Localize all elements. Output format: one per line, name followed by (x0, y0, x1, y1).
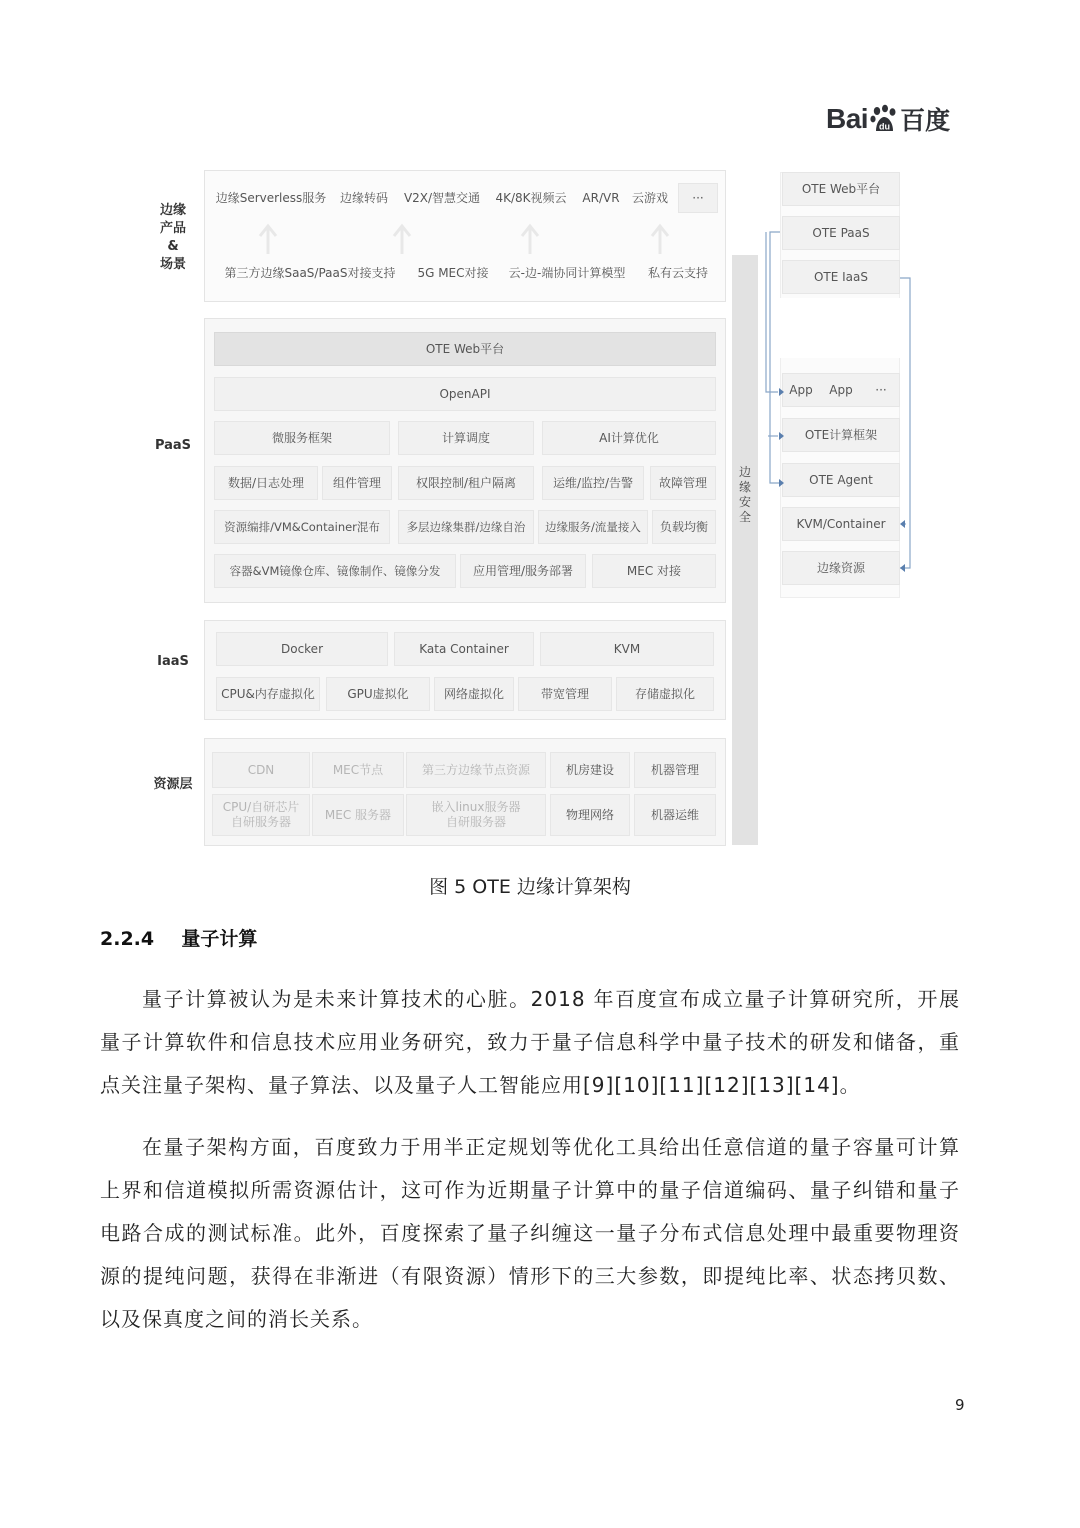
svg-text:du: du (879, 121, 891, 132)
iaas-module: CPU&内存虚拟化 (216, 677, 320, 711)
stack-item: ··· (875, 382, 887, 397)
paas-module: 边缘服务/流量接入 (538, 510, 648, 544)
stack-item: OTE Web平台 (782, 172, 900, 206)
paas-module: 多层边缘集群/边缘自治 (398, 510, 534, 544)
edge-support-item: 云-边-端协同计算模型 (508, 265, 626, 280)
paas-module: 权限控制/租户隔离 (398, 466, 534, 500)
stack-item: OTE IaaS (782, 260, 900, 294)
layer-label-iaas: IaaS (157, 654, 189, 669)
edge-item: 边缘转码 (339, 190, 388, 205)
figure-caption: 图 5 OTE 边缘计算架构 (429, 876, 631, 898)
stack-item: KVM/Container (782, 507, 900, 541)
paas-module: 负载均衡 (652, 510, 716, 544)
resource-module: 嵌入linux服务器 自研服务器 (406, 794, 546, 836)
iaas-module: 网络虚拟化 (434, 677, 514, 711)
security-label: 边 缘 安 全 (738, 465, 751, 524)
edge-support-item: 第三方边缘SaaS/PaaS对接支持 (224, 265, 396, 280)
stack-item: App (789, 382, 813, 397)
paas-module: 运维/监控/告警 (542, 466, 644, 500)
resource-module: 第三方边缘节点资源 (406, 752, 546, 788)
section-number: 2.2.4 (100, 928, 155, 950)
edge-item: AR/VR (582, 190, 620, 205)
edge-support-item: 私有云支持 (647, 265, 708, 280)
paas-module: 应用管理/服务部署 (460, 554, 586, 588)
iaas-module: 存储虚拟化 (616, 677, 714, 711)
resource-module: MEC节点 (312, 752, 404, 788)
paas-module: 资源编排/VM&Container混布 (214, 510, 390, 544)
iaas-module: KVM (540, 632, 714, 666)
paas-module: 数据/日志处理 (214, 466, 318, 500)
paas-module: 计算调度 (398, 421, 534, 455)
logo-chinese: 百度 (900, 106, 951, 135)
resource-module: CDN (212, 752, 310, 788)
edge-item: ··· (678, 183, 718, 213)
iaas-module: Docker (216, 632, 388, 666)
edge-item: V2X/智慧交通 (403, 190, 481, 205)
resource-module: CPU/自研芯片 自研服务器 (212, 794, 310, 836)
resource-module: 机房建设 (550, 752, 630, 788)
iaas-module: Kata Container (394, 632, 534, 666)
paas-module: 微服务框架 (214, 421, 390, 455)
resource-module: MEC 服务器 (312, 794, 404, 836)
paas-openapi: OpenAPI (214, 377, 716, 411)
edge-item: 4K/8K视频云 (495, 190, 567, 205)
paas-web-platform: OTE Web平台 (214, 332, 716, 366)
iaas-module: GPU虚拟化 (326, 677, 430, 711)
paas-module: 容器&VM镜像仓库、镜像制作、镜像分发 (214, 554, 456, 588)
edge-item: 云游戏 (631, 190, 668, 205)
section-heading (100, 924, 257, 951)
body-paragraph: 在量子架构方面，百度致力于用半正定规划等优化工具给出任意信道的量子容量可计算上界和信道模拟所需资源估计，这可作为近期量子计算中的量子信道编码、量子纠错和量子电路合成的测试标准。此外，百度探索了量子纠缠这一量子分布式信息处理中最重要物理资源的提纯问题，获得在非渐进（有限资源）情形下的三大参数，即提纯比率、状态拷贝数、以及保真度之间的消长关系。 (100, 1135, 960, 1331)
resource-module: 机器运维 (634, 794, 716, 836)
section-title: 量子计算 (181, 928, 258, 950)
layer-label-resource: 资源层 (153, 777, 193, 792)
resource-module: 机器管理 (634, 752, 716, 788)
edge-support-item: 5G MEC对接 (417, 265, 489, 280)
edge-item: 边缘Serverless服务 (215, 190, 327, 205)
resource-module: 物理网络 (550, 794, 630, 836)
stack-item: 边缘资源 (782, 551, 900, 585)
paas-module: AI计算优化 (542, 421, 716, 455)
stack-item: OTE计算框架 (782, 418, 900, 452)
stack-item: OTE Agent (782, 463, 900, 497)
page-number: 9 (955, 1396, 965, 1414)
layer-label-edge: 边缘 产品 & 场景 (159, 203, 186, 272)
paas-module: 故障管理 (650, 466, 716, 500)
iaas-module: 带宽管理 (518, 677, 612, 711)
paas-module: MEC 对接 (592, 554, 716, 588)
body-paragraph: 量子计算被认为是未来计算技术的心脏。2018 年百度宣布成立量子计算研究所，开展量子计算软件和信息技术应用业务研究，致力于量子信息科学中量子技术的研发和储备，重点关注量子架构、量子算法、以及量子人工智能应用[9][10][11][12][13][14]。 (100, 987, 960, 1097)
stack-item: OTE PaaS (782, 216, 900, 250)
stack-item: App (829, 382, 853, 397)
layer-label-paas: PaaS (154, 438, 192, 453)
paas-module: 组件管理 (322, 466, 392, 500)
logo-latin: Bai (826, 103, 869, 134)
